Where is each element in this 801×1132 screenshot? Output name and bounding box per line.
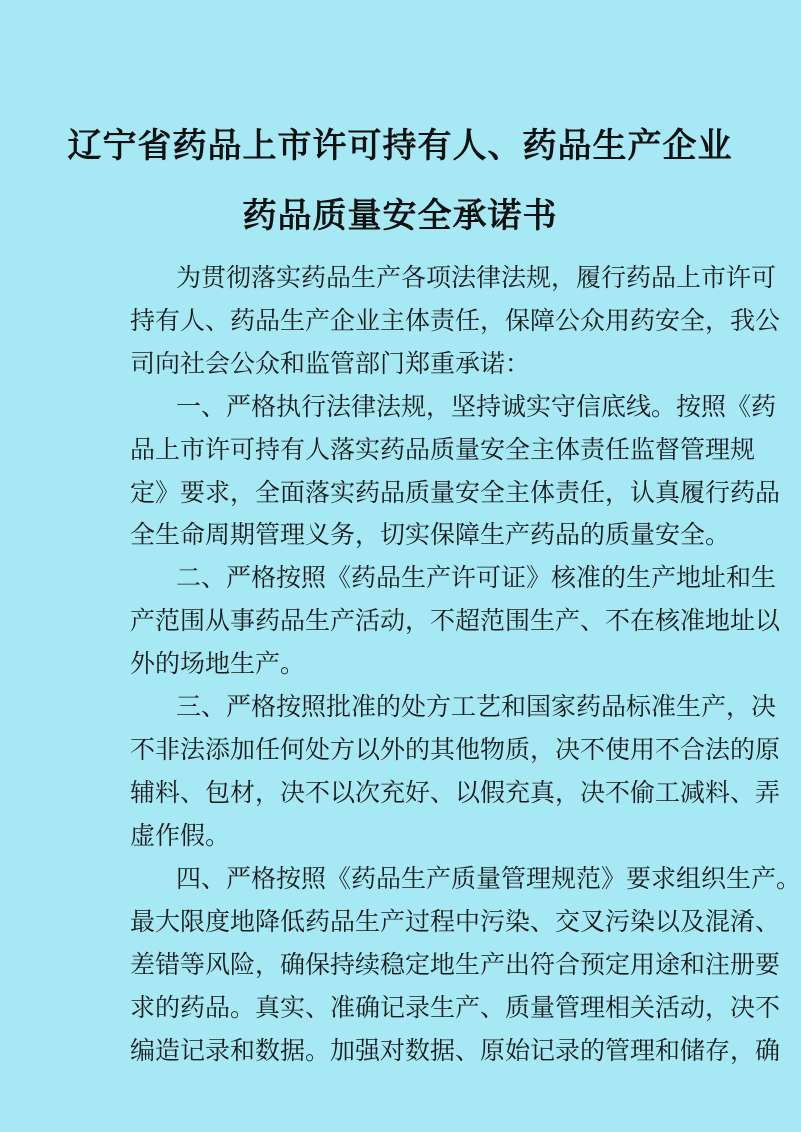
body-line: 三、严格按照批准的处方工艺和国家药品标准生产，决 [176,692,777,721]
body-line: 司向社会公众和监管部门郑重承诺： [130,349,531,378]
body-line: 持有人、药品生产企业主体责任，保障公众用药安全，我公 [130,306,781,335]
document-title-line-2: 药品质量安全承诺书 [242,196,558,236]
body-line: 二、严格按照《药品生产许可证》核准的生产地址和生 [176,563,777,592]
body-line: 四、严格按照《药品生产质量管理规范》要求组织生产。 [176,864,801,893]
body-line: 为贯彻落实药品生产各项法律法规，履行药品上市许可 [176,263,777,292]
body-line: 外的场地生产。 [130,649,306,678]
body-line: 求的药品。真实、准确记录生产、质量管理相关活动，决不 [130,993,781,1022]
body-line: 品上市许可持有人落实药品质量安全主体责任监督管理规 [130,435,756,464]
body-line: 虚作假。 [130,821,231,850]
body-line: 一、严格执行法律法规，坚持诚实守信底线。按照《药 [176,392,777,421]
body-line: 全生命周期管理义务，切实保障生产药品的质量安全。 [130,520,731,549]
body-line: 辅料、包材，决不以次充好、以假充真，决不偷工减料、弄 [130,778,781,807]
body-line: 定》要求，全面落实药品质量安全主体责任，认真履行药品 [130,478,781,507]
body-line: 差错等风险，确保持续稳定地生产出符合预定用途和注册要 [130,950,781,979]
body-line: 产范围从事药品生产活动，不超范围生产、不在核准地址以 [130,606,781,635]
body-line: 编造记录和数据。加强对数据、原始记录的管理和储存，确 [130,1036,781,1065]
document-title-line-1: 辽宁省药品上市许可持有人、药品生产企业 [67,126,733,166]
body-line: 最大限度地降低药品生产过程中污染、交叉污染以及混淆、 [130,907,781,936]
body-line: 不非法添加任何处方以外的其他物质，决不使用不合法的原 [130,735,781,764]
